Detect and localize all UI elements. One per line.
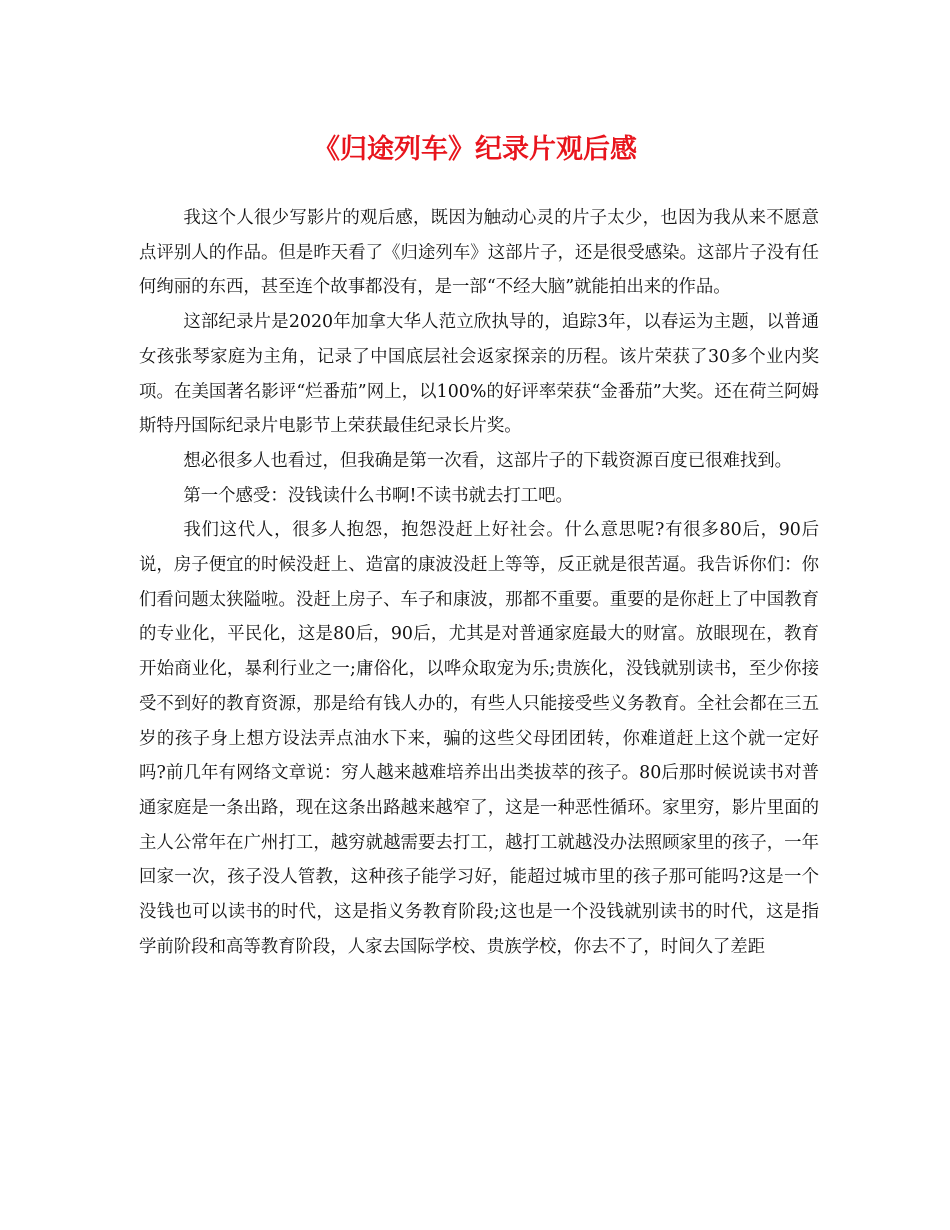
paragraph: 这部纪录片是2020年加拿大华人范立欣执导的，追踪3年，以春运为主题，以普通女孩张琴家庭为主角，记录了中国底层社会返家探亲的历程。该片荣获了30多个业内奖项。在美国著名影评“烂番茄”网上，以100%的好评率荣获“金番茄”大奖。还在荷兰阿姆斯特丹国际纪录片电影节上荣获最佳纪录长片奖。 [139, 312, 819, 437]
paragraph: 想必很多人也看过，但我确是第一次看，这部片子的下载资源百度已很难找到。 [183, 450, 793, 471]
paragraph: 我们这代人，很多人抱怨，抱怨没赶上好社会。什么意思呢?有很多80后，90后说，房子便宜的时候没赶上、造富的康波没赶上等等，反正就是很苦逼。我告诉你们：你们看问题太狭隘啦。没赶上房子、车子和康波，那都不重要。重要的是你赶上了中国教育的专业化，平民化，这是80后，90后，尤其是对普通家庭最大的财富。放眼现在，教育开始商业化，暴利行业之一;庸俗化，以哗众取宠为乐;贵族化，没钱就别读书，至少你接受不到好的教育资源，那是给有钱人办的，有些人只能接受些义务教育。全社会都在三五岁的孩子身上想方设法弄点油水下来，骗的这些父母团团转，你难道赶上这个就一定好吗?前几年有网络文章说：穷人越来越难培养出出类拔萃的孩子。80后那时候说读书对普通家庭是一条出路，现在这条出路越来越窄了，这是一种恶性循环。家里穷，影片里面的主人公常年在广州打工，越穷就越需要去打工，越打工就越没办法照顾家里的孩子，一年回家一次，孩子没人管教，这种孩子能学习好，能超过城市里的孩子那可能吗?这是一个没钱也可以读书的时代，这是指义务教育阶段;这也是一个没钱就别读书的时代，这是指学前阶段和高等教育阶段，人家去国际学校、贵族学校，你去不了，时间久了差距 [139, 520, 819, 957]
paragraph: 第一个感受：没钱读什么书啊!不读书就去打工吧。 [183, 485, 573, 506]
document-body [139, 201, 819, 964]
paragraph: 我这个人很少写影片的观后感，既因为触动心灵的片子太少，也因为我从来不愿意点评别人的作品。但是昨天看了《归途列车》这部片子，还是很受感染。这部片子没有任何绚丽的东西，甚至连个故事都没有，是一部“不经大脑”就能拍出来的作品。 [139, 208, 819, 298]
document-title: 《归途列车》纪录片观后感 [313, 134, 637, 165]
